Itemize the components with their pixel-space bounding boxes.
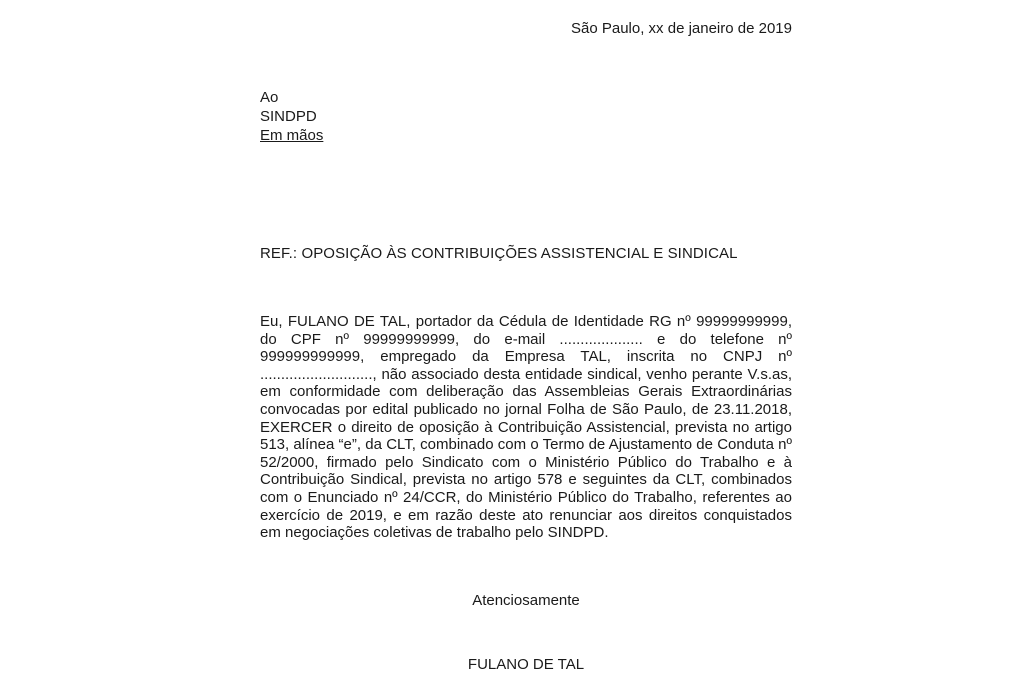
recipient-line-ao: Ao xyxy=(260,89,279,106)
recipient-line-sindpd: SINDPD xyxy=(260,108,317,125)
recipient-block xyxy=(260,88,323,145)
date-line: São Paulo, xx de janeiro de 2019 xyxy=(571,20,792,37)
signature-name: FULANO DE TAL xyxy=(467,656,585,673)
recipient-line-em-maos: Em mãos xyxy=(260,127,324,144)
letter-body: Eu, FULANO DE TAL, portador da Cédula de Identidade RG nº 99999999999, do CPF nº 99999999999, do e-mail .................... e do telefone nº 999999999999, empregado da Empresa TAL, inscrita no CNPJ nº ..........................., não associado desta entidade sindical, venho perante V.s.as, em conformidade com deliberação das Assembleias Gerais Extraordinárias convocadas por edital publicado no jornal Folha de São Paulo, de 23.11.2018, EXERCER o direito de oposição à Contribuição Assistencial, prevista no artigo 513, alínea “e”, da CLT, combinado com o Termo de Ajustamento de Conduta nº 52/2000, firmado pelo Sindicato com o Ministério Público do Trabalho e à Contribuição Sindical, prevista no artigo 578 e seguintes da CLT, combinados com o Enunciado nº 24/CCR, do Ministério Público do Trabalho, referentes ao exercício de 2019, e em razão deste ato renunciar aos direitos conquistados em negociações coletivas de trabalho pelo SINDPD. xyxy=(260,313,792,542)
reference-line: REF.: OPOSIÇÃO ÀS CONTRIBUIÇÕES ASSISTENCIAL E SINDICAL xyxy=(260,245,738,262)
closing-line: Atenciosamente xyxy=(472,592,580,609)
